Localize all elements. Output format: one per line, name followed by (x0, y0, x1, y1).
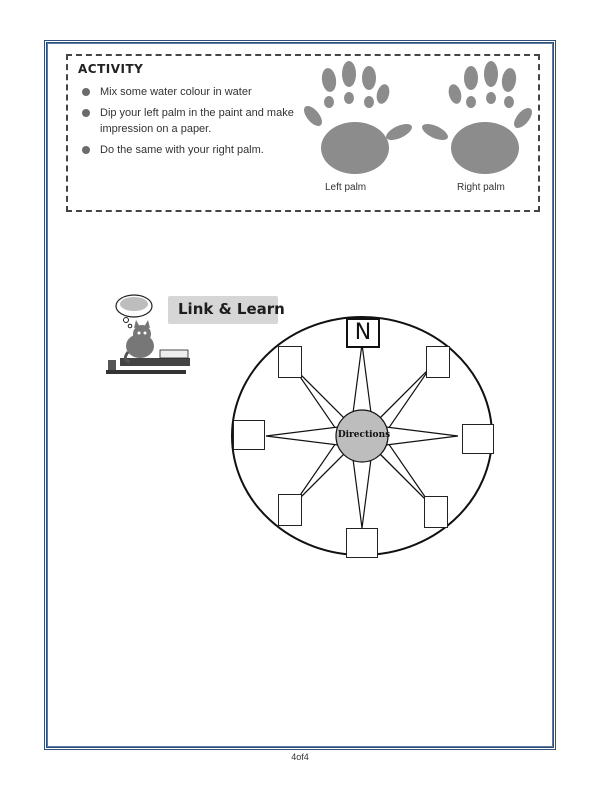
direction-answer-box-west[interactable] (233, 420, 265, 450)
page-number: 4of4 (291, 752, 309, 762)
activity-step: Do the same with your right palm. (80, 142, 310, 158)
direction-answer-box-southwest[interactable] (278, 494, 302, 526)
left-palm-label: Left palm (325, 182, 367, 193)
bullet-icon (82, 88, 90, 96)
right-handprint (420, 61, 535, 174)
direction-answer-box-northeast[interactable] (426, 346, 450, 378)
direction-answer-box-south[interactable] (346, 528, 378, 558)
activity-step: Dip your left palm in the paint and make impression on a paper. (80, 105, 310, 137)
activity-title: ACTIVITY (78, 62, 144, 76)
handprints-illustration (295, 60, 535, 180)
compass-center-label: Directions (337, 430, 391, 440)
right-palm-label: Right palm (457, 182, 505, 193)
link-learn-title: Link & Learn (178, 300, 285, 318)
direction-answer-box-southeast[interactable] (424, 496, 448, 528)
activity-step: Mix some water colour in water (80, 84, 310, 100)
bullet-icon (82, 109, 90, 117)
compass-north-label: N (346, 318, 380, 348)
activity-steps (80, 84, 310, 163)
bullet-icon (82, 146, 90, 154)
direction-answer-box-east[interactable] (462, 424, 494, 454)
direction-answer-box-northwest[interactable] (278, 346, 302, 378)
left-handprint (301, 61, 415, 174)
